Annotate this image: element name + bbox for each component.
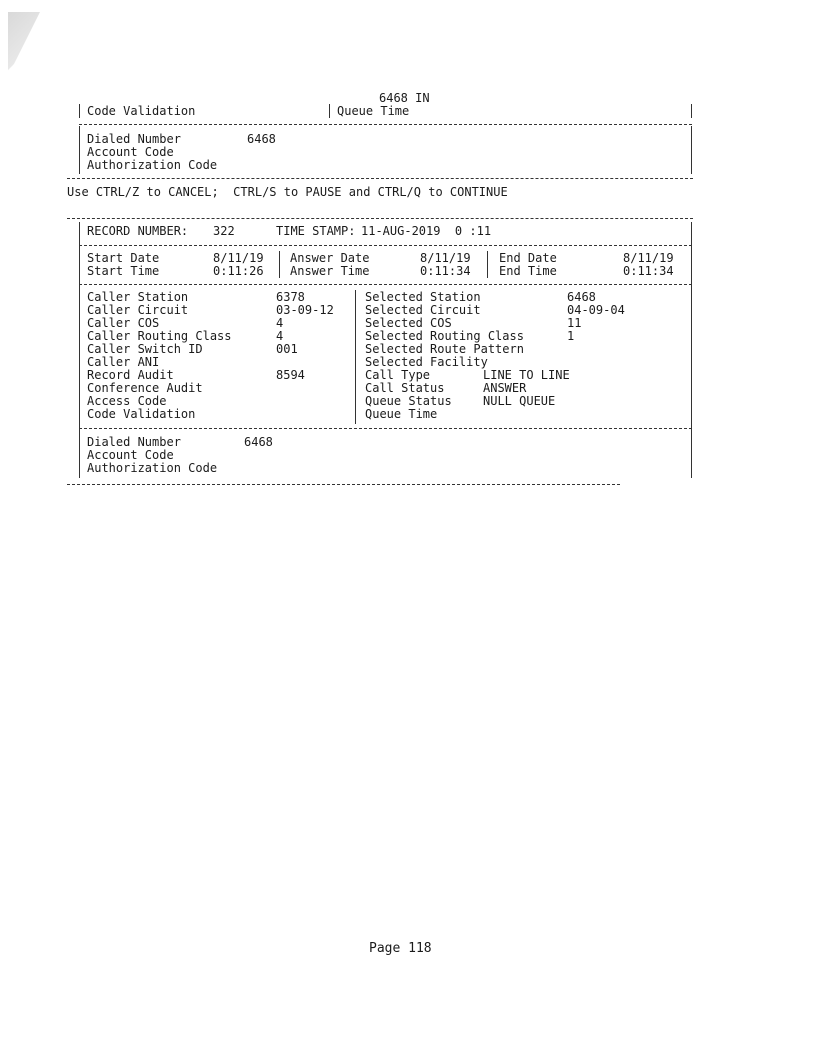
selected-field-value: 1 [567,329,575,343]
end-date-label: End Date [499,251,557,265]
divider [79,124,692,125]
dialed-number-value: 6468 [244,435,273,449]
caller-field-value: 6378 [276,290,305,304]
time-stamp-value: 11-AUG-2019 0 :11 [361,224,492,238]
dialed-number-label: Dialed Number [87,132,181,146]
dialed-number-label: Dialed Number [87,435,181,449]
account-code-label: Account Code [87,448,174,462]
answer-time-value: 0:11:34 [420,264,471,278]
selected-field-label: Call Type [365,368,431,382]
caller-field-label: Conference Audit [87,381,203,395]
divider [79,428,692,429]
caller-field-label: Caller Station [87,290,189,304]
selected-field-value: 6468 [567,290,596,304]
caller-field-value: 03-09-12 [276,303,334,317]
caller-field-value: 4 [276,316,284,330]
caller-field-label: Caller COS [87,316,160,330]
selected-field-value: 04-09-04 [567,303,625,317]
page-number: Page 118 [369,941,432,956]
end-date-value: 8/11/19 [623,251,674,265]
selected-field-value: NULL QUEUE [483,394,556,408]
selected-field-label: Selected Routing Class [365,329,524,343]
record-number-value: 322 [213,224,235,238]
caller-field-label: Code Validation [87,407,196,421]
frame-bar [79,126,80,174]
record-number-label: RECORD NUMBER: [87,224,189,238]
selected-field-value: ANSWER [483,381,527,395]
frame-bar [79,222,80,478]
frame-bar [79,104,80,118]
frame-bar [691,222,692,478]
divider [79,284,692,285]
frame-bar [355,290,356,424]
caller-field-value: 4 [276,329,284,343]
header-number: 6468 IN [379,91,430,105]
caller-field-label: Caller Switch ID [87,342,203,356]
divider [79,245,692,246]
page-corner-shadow [8,12,40,76]
divider [67,218,693,219]
time-stamp-label: TIME STAMP: [276,224,356,238]
end-time-value: 0:11:34 [623,264,674,278]
account-code-label: Account Code [87,145,174,159]
caller-field-label: Caller Routing Class [87,329,232,343]
divider [67,484,620,485]
selected-field-label: Selected COS [365,316,452,330]
frame-bar [279,251,280,278]
selected-field-label: Selected Facility [365,355,488,369]
selected-field-value: 11 [567,316,582,330]
caller-field-value: 8594 [276,368,305,382]
selected-field-label: Call Status [365,381,445,395]
frame-bar [329,104,330,118]
caller-field-label: Access Code [87,394,167,408]
selected-field-label: Queue Time [365,407,438,421]
start-date-label: Start Date [87,251,160,265]
dialed-number-value: 6468 [247,132,276,146]
selected-field-label: Selected Route Pattern [365,342,524,356]
frame-bar [691,126,692,174]
divider [67,178,693,179]
frame-bar [487,251,488,278]
caller-field-label: Record Audit [87,368,174,382]
caller-field-label: Caller ANI [87,355,160,369]
code-validation-label: Code Validation [87,104,196,118]
frame-bar [691,104,692,118]
answer-time-label: Answer Time [290,264,370,278]
start-time-label: Start Time [87,264,160,278]
queue-time-label: Queue Time [337,104,410,118]
start-date-value: 8/11/19 [213,251,264,265]
answer-date-value: 8/11/19 [420,251,471,265]
caller-field-label: Caller Circuit [87,303,189,317]
end-time-label: End Time [499,264,557,278]
selected-field-label: Selected Station [365,290,481,304]
instruction-text: Use CTRL/Z to CANCEL; CTRL/S to PAUSE and CTRL/Q to CONTINUE [67,185,508,199]
authorization-code-label: Authorization Code [87,461,218,475]
selected-field-label: Selected Circuit [365,303,481,317]
selected-field-value: LINE TO LINE [483,368,570,382]
caller-field-value: 001 [276,342,298,356]
answer-date-label: Answer Date [290,251,370,265]
selected-field-label: Queue Status [365,394,452,408]
start-time-value: 0:11:26 [213,264,264,278]
authorization-code-label: Authorization Code [87,158,218,172]
